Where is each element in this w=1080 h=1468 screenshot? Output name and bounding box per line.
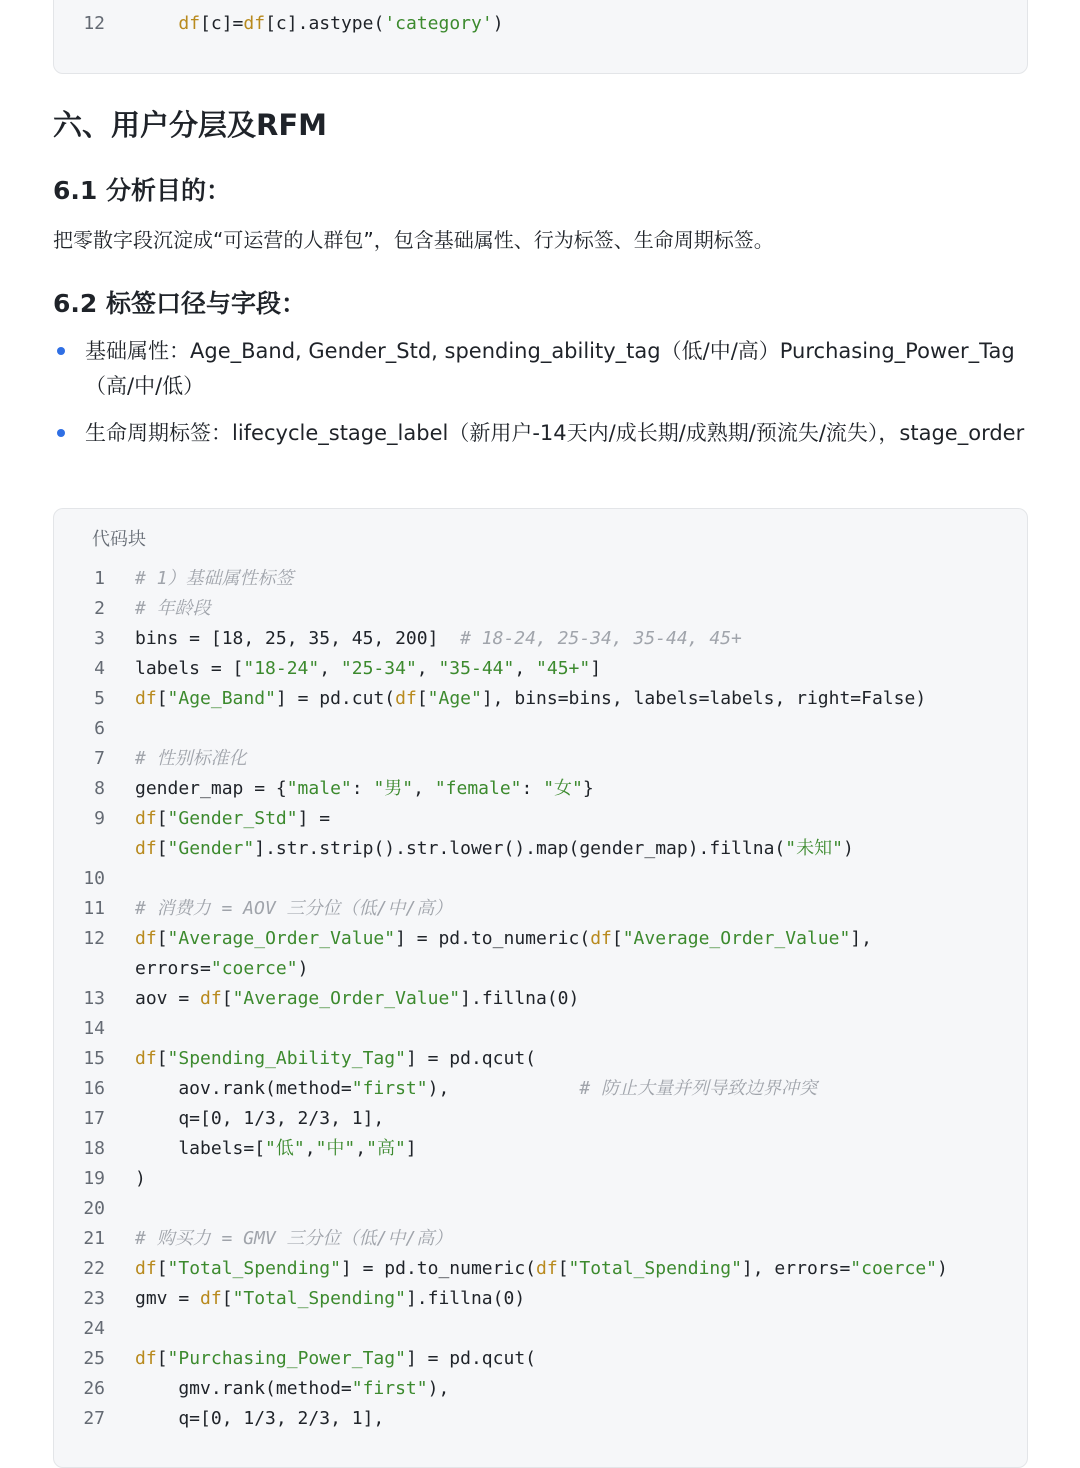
code-line [54, 624, 1027, 654]
line-number: 15 [83, 1048, 105, 1069]
code-text: # 1）基础属性标签 [135, 568, 294, 589]
line-number: 14 [83, 1018, 105, 1039]
code-line [54, 1284, 1027, 1314]
code-line [54, 1254, 1027, 1284]
purpose-paragraph: 把零散字段沉淀成“可运营的人群包”，包含基础属性、行为标签、生命周期标签。 [53, 228, 774, 252]
code-text: gender_map = {"male": "男", "female": "女"} [135, 778, 594, 799]
line-number: 19 [83, 1168, 105, 1189]
top-code-block [53, 0, 1028, 74]
code-text: df[c]=df[c].astype('category') [178, 13, 504, 34]
main-code-lines [54, 564, 1027, 1434]
code-text: bins = [18, 25, 35, 45, 200] # 18-24, 25-34, 35-44, 45+ [135, 628, 742, 649]
line-number: 2 [94, 598, 105, 619]
code-line [54, 1404, 1027, 1434]
code-line [54, 684, 1027, 714]
code-text: aov.rank(method="first"), # 防止大量并列导致边界冲突 [135, 1078, 818, 1099]
bullet-text: 生命周期标签：lifecycle_stage_label（新用户-14天内/成长期/成熟期/预流失/流失），stage_order [85, 421, 1025, 445]
code-text: df["Gender_Std"] = [135, 808, 331, 829]
code-text: df["Gender"].str.strip().str.lower().map(gender_map).fillna("未知") [135, 838, 854, 859]
line-number: 21 [83, 1228, 105, 1249]
bullet-basic-attributes [53, 334, 1028, 404]
code-line [54, 1314, 1027, 1344]
line-number: 18 [83, 1138, 105, 1159]
bullet-lifecycle-labels [53, 416, 1028, 451]
code-text: aov = df["Average_Order_Value"].fillna(0) [135, 988, 580, 1009]
line-number: 12 [83, 13, 105, 34]
code-line [54, 924, 1027, 954]
line-number: 17 [83, 1108, 105, 1129]
code-line [54, 1134, 1027, 1164]
code-line [54, 1104, 1027, 1134]
line-number: 20 [83, 1198, 105, 1219]
code-line [54, 1074, 1027, 1104]
line-number: 10 [83, 868, 105, 889]
line-number: 5 [94, 688, 105, 709]
code-line [54, 834, 1027, 864]
section-title: 六、用户分层及RFM [53, 108, 327, 142]
code-line [54, 1344, 1027, 1374]
line-number: 27 [83, 1408, 105, 1429]
main-code-block [53, 508, 1028, 1468]
code-line [54, 654, 1027, 684]
line-number: 4 [94, 658, 105, 679]
line-number: 25 [83, 1348, 105, 1369]
code-line [54, 714, 1027, 744]
tag-bullet-list [53, 334, 1028, 463]
code-text: df["Age_Band"] = pd.cut(df["Age"], bins=bins, labels=labels, right=False) [135, 688, 927, 709]
code-text: gmv = df["Total_Spending"].fillna(0) [135, 1288, 526, 1309]
code-text: q=[0, 1/3, 2/3, 1], [135, 1408, 385, 1429]
code-text: # 消费力 = AOV 三分位（低/中/高） [135, 898, 453, 919]
code-text: labels = ["18-24", "25-34", "35-44", "45+"] [135, 658, 602, 679]
code-line [54, 894, 1027, 924]
code-line [54, 1374, 1027, 1404]
line-number: 6 [94, 718, 105, 739]
bullet-text: 基础属性：Age_Band, Gender_Std, spending_ability_tag（低/中/高）Purchasing_Power_Tag（高/中/低） [85, 339, 1015, 398]
code-text: ) [135, 1168, 146, 1189]
line-number: 1 [94, 568, 105, 589]
code-text: df["Total_Spending"] = pd.to_numeric(df["Total_Spending"], errors="coerce") [135, 1258, 948, 1279]
code-line [54, 1164, 1027, 1194]
code-line [54, 1194, 1027, 1224]
code-line [54, 594, 1027, 624]
line-number: 16 [83, 1078, 105, 1099]
code-line [54, 1224, 1027, 1254]
code-line [54, 1044, 1027, 1074]
code-line [54, 1014, 1027, 1044]
subsection-title-tags: 6.2 标签口径与字段： [53, 289, 306, 318]
bullet-dot-icon [57, 429, 65, 437]
code-text: df["Purchasing_Power_Tag"] = pd.qcut( [135, 1348, 536, 1369]
line-number: 24 [83, 1318, 105, 1339]
line-number: 3 [94, 628, 105, 649]
code-line [54, 984, 1027, 1014]
code-text: q=[0, 1/3, 2/3, 1], [135, 1108, 385, 1129]
code-line [54, 804, 1027, 834]
code-line [54, 9, 1027, 39]
code-line [54, 774, 1027, 804]
line-number: 23 [83, 1288, 105, 1309]
line-number: 12 [83, 928, 105, 949]
code-line [54, 564, 1027, 594]
top-code-lines [54, 9, 1027, 39]
subsection-title-purpose: 6.1 分析目的： [53, 176, 231, 205]
line-number: 7 [94, 748, 105, 769]
bullet-dot-icon [57, 347, 65, 355]
code-text: errors="coerce") [135, 958, 309, 979]
code-line [54, 864, 1027, 894]
line-number: 13 [83, 988, 105, 1009]
code-text: # 购买力 = GMV 三分位（低/中/高） [135, 1228, 453, 1249]
code-text: # 性别标准化 [135, 748, 247, 769]
code-text: df["Average_Order_Value"] = pd.to_numeric(df["Average_Order_Value"], [135, 928, 872, 949]
line-number: 22 [83, 1258, 105, 1279]
code-line [54, 744, 1027, 774]
code-line [54, 954, 1027, 984]
line-number: 11 [83, 898, 105, 919]
line-number: 9 [94, 808, 105, 829]
code-text: gmv.rank(method="first"), [135, 1378, 450, 1399]
line-number: 26 [83, 1378, 105, 1399]
line-number: 8 [94, 778, 105, 799]
code-block-header: 代码块 [92, 529, 146, 550]
code-text: df["Spending_Ability_Tag"] = pd.qcut( [135, 1048, 536, 1069]
code-text: # 年龄段 [135, 598, 211, 619]
code-text: labels=["低","中","高"] [135, 1138, 417, 1159]
